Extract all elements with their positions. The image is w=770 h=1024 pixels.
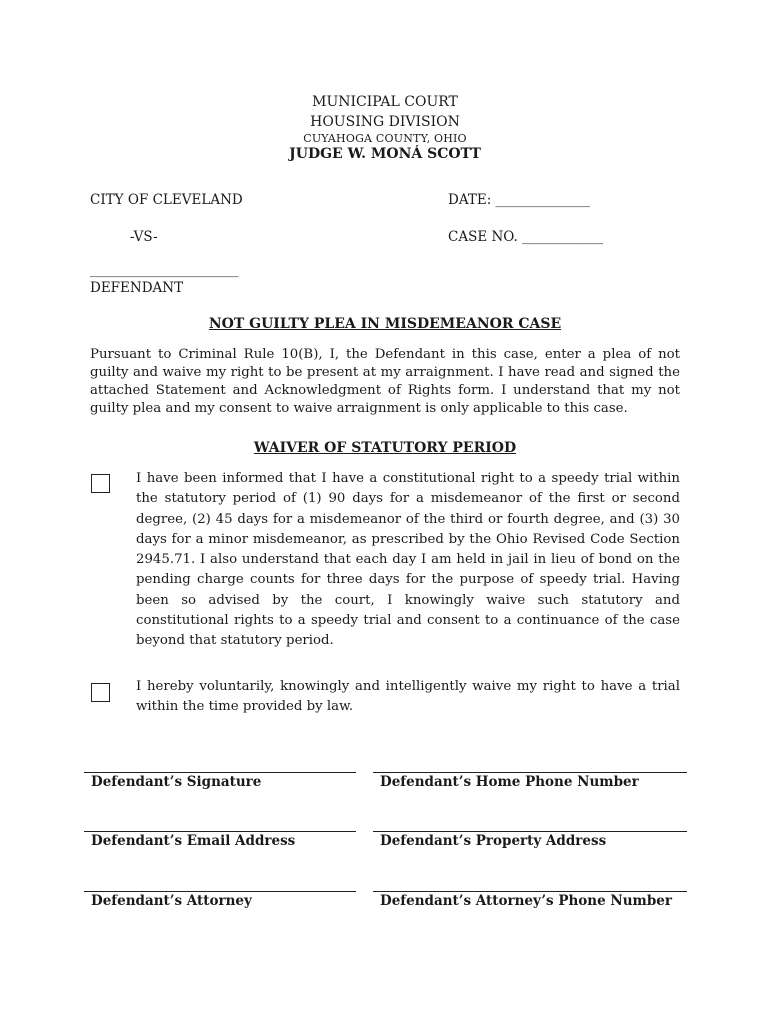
email-line[interactable]	[84, 831, 356, 832]
attorney-phone-line[interactable]	[373, 891, 687, 892]
waiver-checkbox-time-limit[interactable]	[91, 683, 110, 702]
plea-paragraph: Pursuant to Criminal Rule 10(B), I, the Defendant in this case, enter a plea of not guilty and waive my right to be present at my arraignment. I have read and signed the attached Statement and Acknowledgment of Rights form. I understand that my not guilty plea and my consent to waive arraignment is only applicable to this case.	[90, 347, 680, 416]
court-name: MUNICIPAL COURT	[312, 94, 458, 110]
attorney-label: Defendant’s Attorney	[91, 893, 252, 909]
defendant-signature-label: Defendant’s Signature	[91, 774, 262, 790]
defendant-label: DEFENDANT	[90, 280, 184, 296]
waiver-item-speedy-trial: I have been informed that I have a constitutional right to a speedy trial within the statutory period of (1) 90 days for a misdemeanor of the first or second degree, (2) 45 days for a misdemeanor of the third or fourth degree, and (3) 30 days for a minor misdemeanor, as prescribed by the Ohio Revised Code Section 2945.71. I also understand that each day I am held in jail in lieu of bond on the pending charge counts for three days for the purpose of speedy trial. Having been so advised by the court, I knowingly waive such statutory and constitutional rights to a speedy trial and consent to a continuance of the case beyond that statutory period.	[136, 471, 680, 649]
email-label: Defendant’s Email Address	[91, 833, 296, 849]
judge-name: JUDGE W. MONÁ SCOTT	[289, 146, 481, 162]
plaintiff-name: CITY OF CLEVELAND	[90, 192, 243, 208]
plea-title: NOT GUILTY PLEA IN MISDEMEANOR CASE	[208, 316, 562, 332]
attorney-phone-label: Defendant’s Attorney’s Phone Number	[380, 893, 672, 909]
county-name: CUYAHOGA COUNTY, OHIO	[303, 132, 467, 145]
property-address-label: Defendant’s Property Address	[380, 833, 607, 849]
waiver-checkbox-speedy-trial[interactable]	[91, 474, 110, 493]
defendant-name-blank[interactable]: ______________________	[90, 262, 239, 278]
division-name: HOUSING DIVISION	[310, 114, 460, 130]
versus-label: -VS-	[130, 229, 158, 245]
property-address-line[interactable]	[373, 831, 687, 832]
date-field[interactable]: DATE: ______________	[448, 192, 591, 208]
home-phone-label: Defendant’s Home Phone Number	[380, 774, 639, 790]
case-number-field[interactable]: CASE NO. ____________	[448, 229, 604, 245]
waiver-item-time-limit: I hereby voluntarily, knowingly and intelligently waive my right to have a trial within the time provided by law.	[136, 679, 680, 715]
waiver-title: WAIVER OF STATUTORY PERIOD	[253, 440, 517, 456]
home-phone-line[interactable]	[373, 772, 687, 773]
attorney-line[interactable]	[84, 891, 356, 892]
signature-line[interactable]	[84, 772, 356, 773]
